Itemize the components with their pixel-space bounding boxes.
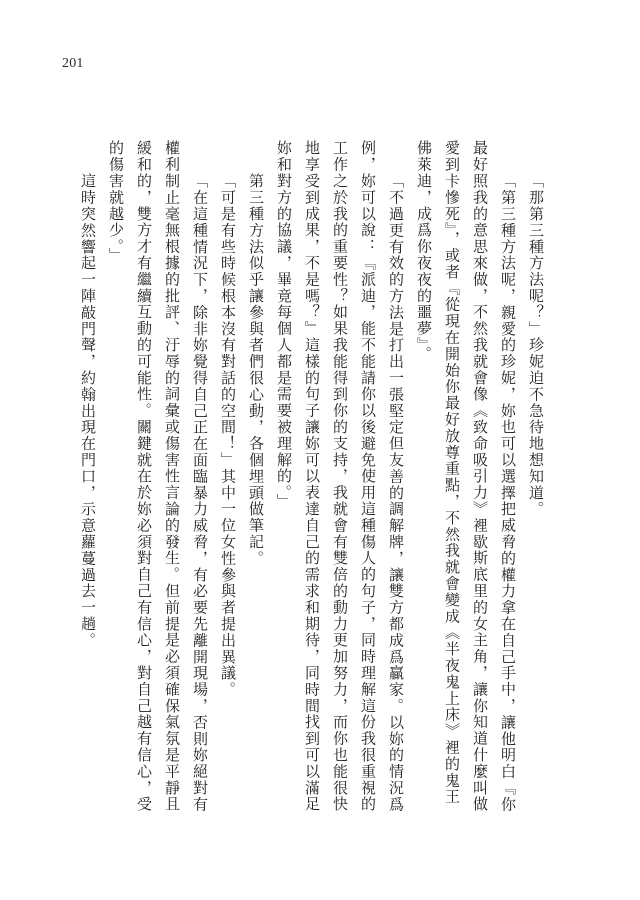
text-column: 緩和的，雙方才有繼續互動的可能性。關鍵就在於妳必須對自己有信心，對自己越有信心，受 [135,140,153,813]
text-column: 地享受到成果，不是嗎？』這樣的句子讓妳可以表達自己的需求和期待，同時間找到可以滿足 [303,140,321,813]
text-column-paragraph-start: 這時突然響起一陣敲門聲，約翰出現在門口，示意蘿蔓過去一趟。 [79,172,97,649]
text-column-paragraph-start: 「在這種情況下，除非妳覺得自己正在面臨暴力威脅，有必要先離開現場，否則妳絕對有 [191,172,209,813]
text-column: 權利制止毫無根據的批評、汙辱的詞彙或傷害性言論的發生。但前提是必須確保氣氛是平靜且 [163,140,181,813]
text-column-paragraph-start: 「那第三種方法呢？」珍妮迫不急待地想知道。 [527,172,545,518]
text-column-paragraph-start: 「可是有些時候根本沒有對話的空間！」其中一位女性參與者提出異議。 [219,172,237,698]
text-column: 愛到卡慘死』，或者『從現在開始你最好放尊重點，不然我就會變成《半夜鬼上床》裡的鬼王 [443,140,461,805]
text-column: 佛萊迪，成爲你夜夜的噩夢』。 [415,140,433,363]
text-column: 工作之於我的重要性？如果我能得到你的支持，我就會有雙倍的動力更加努力，而你也能很快 [331,140,349,813]
text-column-paragraph-start: 「第三種方法呢，親愛的珍妮，妳也可以選擇把威脅的權力拿在自己手中，讓他明白『你 [499,172,517,813]
text-column: 妳和對方的協議，畢竟每個人都是需要被理解的。」 [275,140,293,510]
vertical-text-body [74,140,550,840]
text-column-paragraph-start: 「不過更有效的方法是打出一張堅定但友善的調解牌，讓雙方都成爲贏家。以妳的情況爲 [387,172,405,813]
text-column: 的傷害就越少。」 [107,140,125,264]
page-number: 201 [62,56,84,71]
text-column: 例，妳可以說：『派迪，能不能請你以後避免使用這種傷人的句子，同時理解這份我很重視的 [359,140,377,813]
text-column: 最好照我的意思來做，不然我就會像《致命吸引力》裡歇斯底里的女主角，讓你知道什麼叫做 [471,140,489,813]
text-column-paragraph-start: 第三種方法似乎讓參與者們很心動，各個埋頭做筆記。 [247,172,265,567]
